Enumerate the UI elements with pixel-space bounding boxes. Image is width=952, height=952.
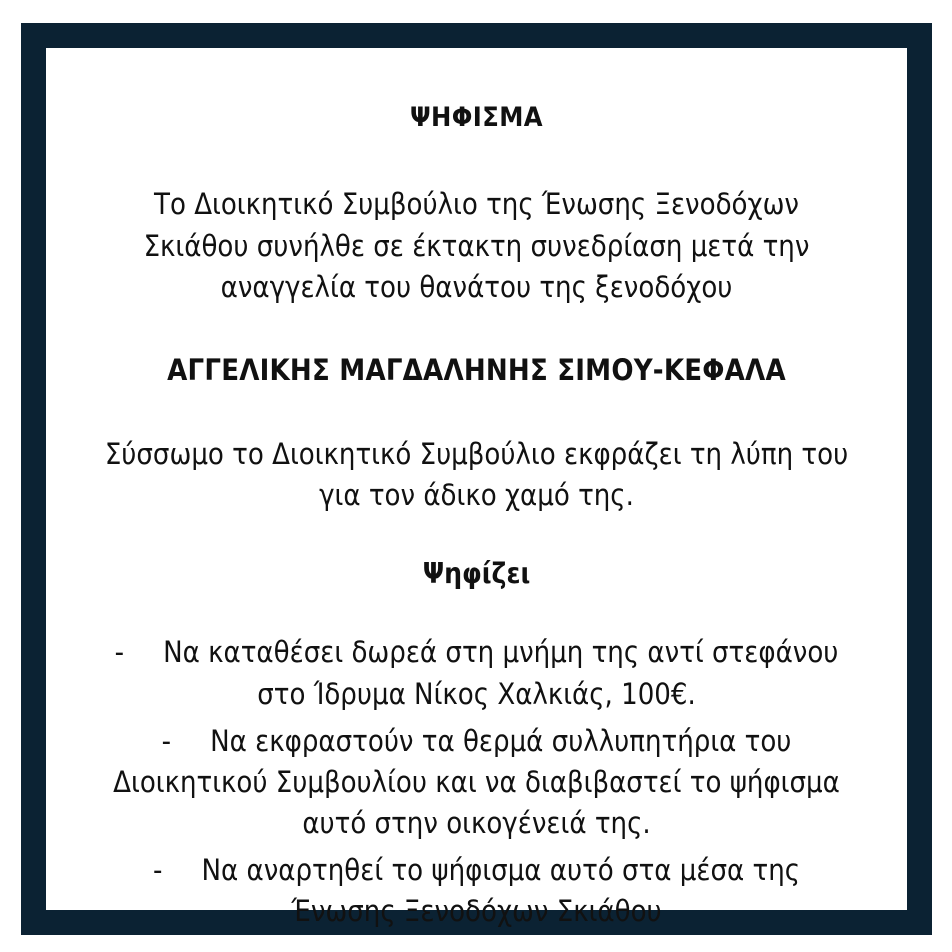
resolve-heading: Ψηφίζει	[422, 556, 531, 590]
page-title: ΨΗΦΙΣΜΑ	[409, 102, 544, 133]
intro-paragraph: Το Διοικητικό Συμβούλιο της Ένωσης Ξενοδόχων Σκιάθου συνήλθε σε έκτακτη συνεδρίαση μετά την αναγγελία του θανάτου της ξενοδόχου	[143, 187, 810, 304]
spacer	[92, 390, 861, 434]
spacer	[92, 308, 861, 352]
bullet-marker-icon: -	[161, 723, 211, 758]
spacer	[92, 516, 861, 556]
list-item	[92, 721, 861, 845]
list-item-text: Να καταθέσει δωρεά στη μνήμη της αντί στεφάνου στο Ίδρυμα Νίκος Χαλκιάς, 100€.	[163, 635, 839, 711]
list-item	[92, 632, 861, 714]
list-item	[92, 850, 861, 932]
bullet-marker-icon: -	[114, 635, 164, 670]
deceased-name: ΑΓΓΕΛΙΚΗΣ ΜΑΓΔΑΛΗΝΗΣ ΣΙΜΟΥ-ΚΕΦΑΛΑ	[167, 352, 786, 387]
spacer	[92, 592, 861, 632]
condolence-paragraph: Σύσσωμο το Διοικητικό Συμβούλιο εκφράζει τη λύπη του για τον άδικο χαμό της.	[104, 436, 849, 512]
decorative-navy-frame	[21, 23, 932, 935]
resolution-list	[92, 632, 861, 932]
spacer	[92, 134, 861, 184]
list-item-text: Να αναρτηθεί το ψήφισμα αυτό στα μέσα της Ένωσης Ξενοδόχων Σκιάθου	[201, 853, 801, 929]
document-sheet	[46, 48, 907, 929]
bullet-marker-icon: -	[152, 853, 202, 888]
list-item-text: Να εκφραστούν τα θερμά συλλυπητήρια του Διοικητικού Συμβουλίου και να διαβιβαστεί το ψήφισμα αυτό στην οικογένειά της.	[113, 723, 840, 841]
